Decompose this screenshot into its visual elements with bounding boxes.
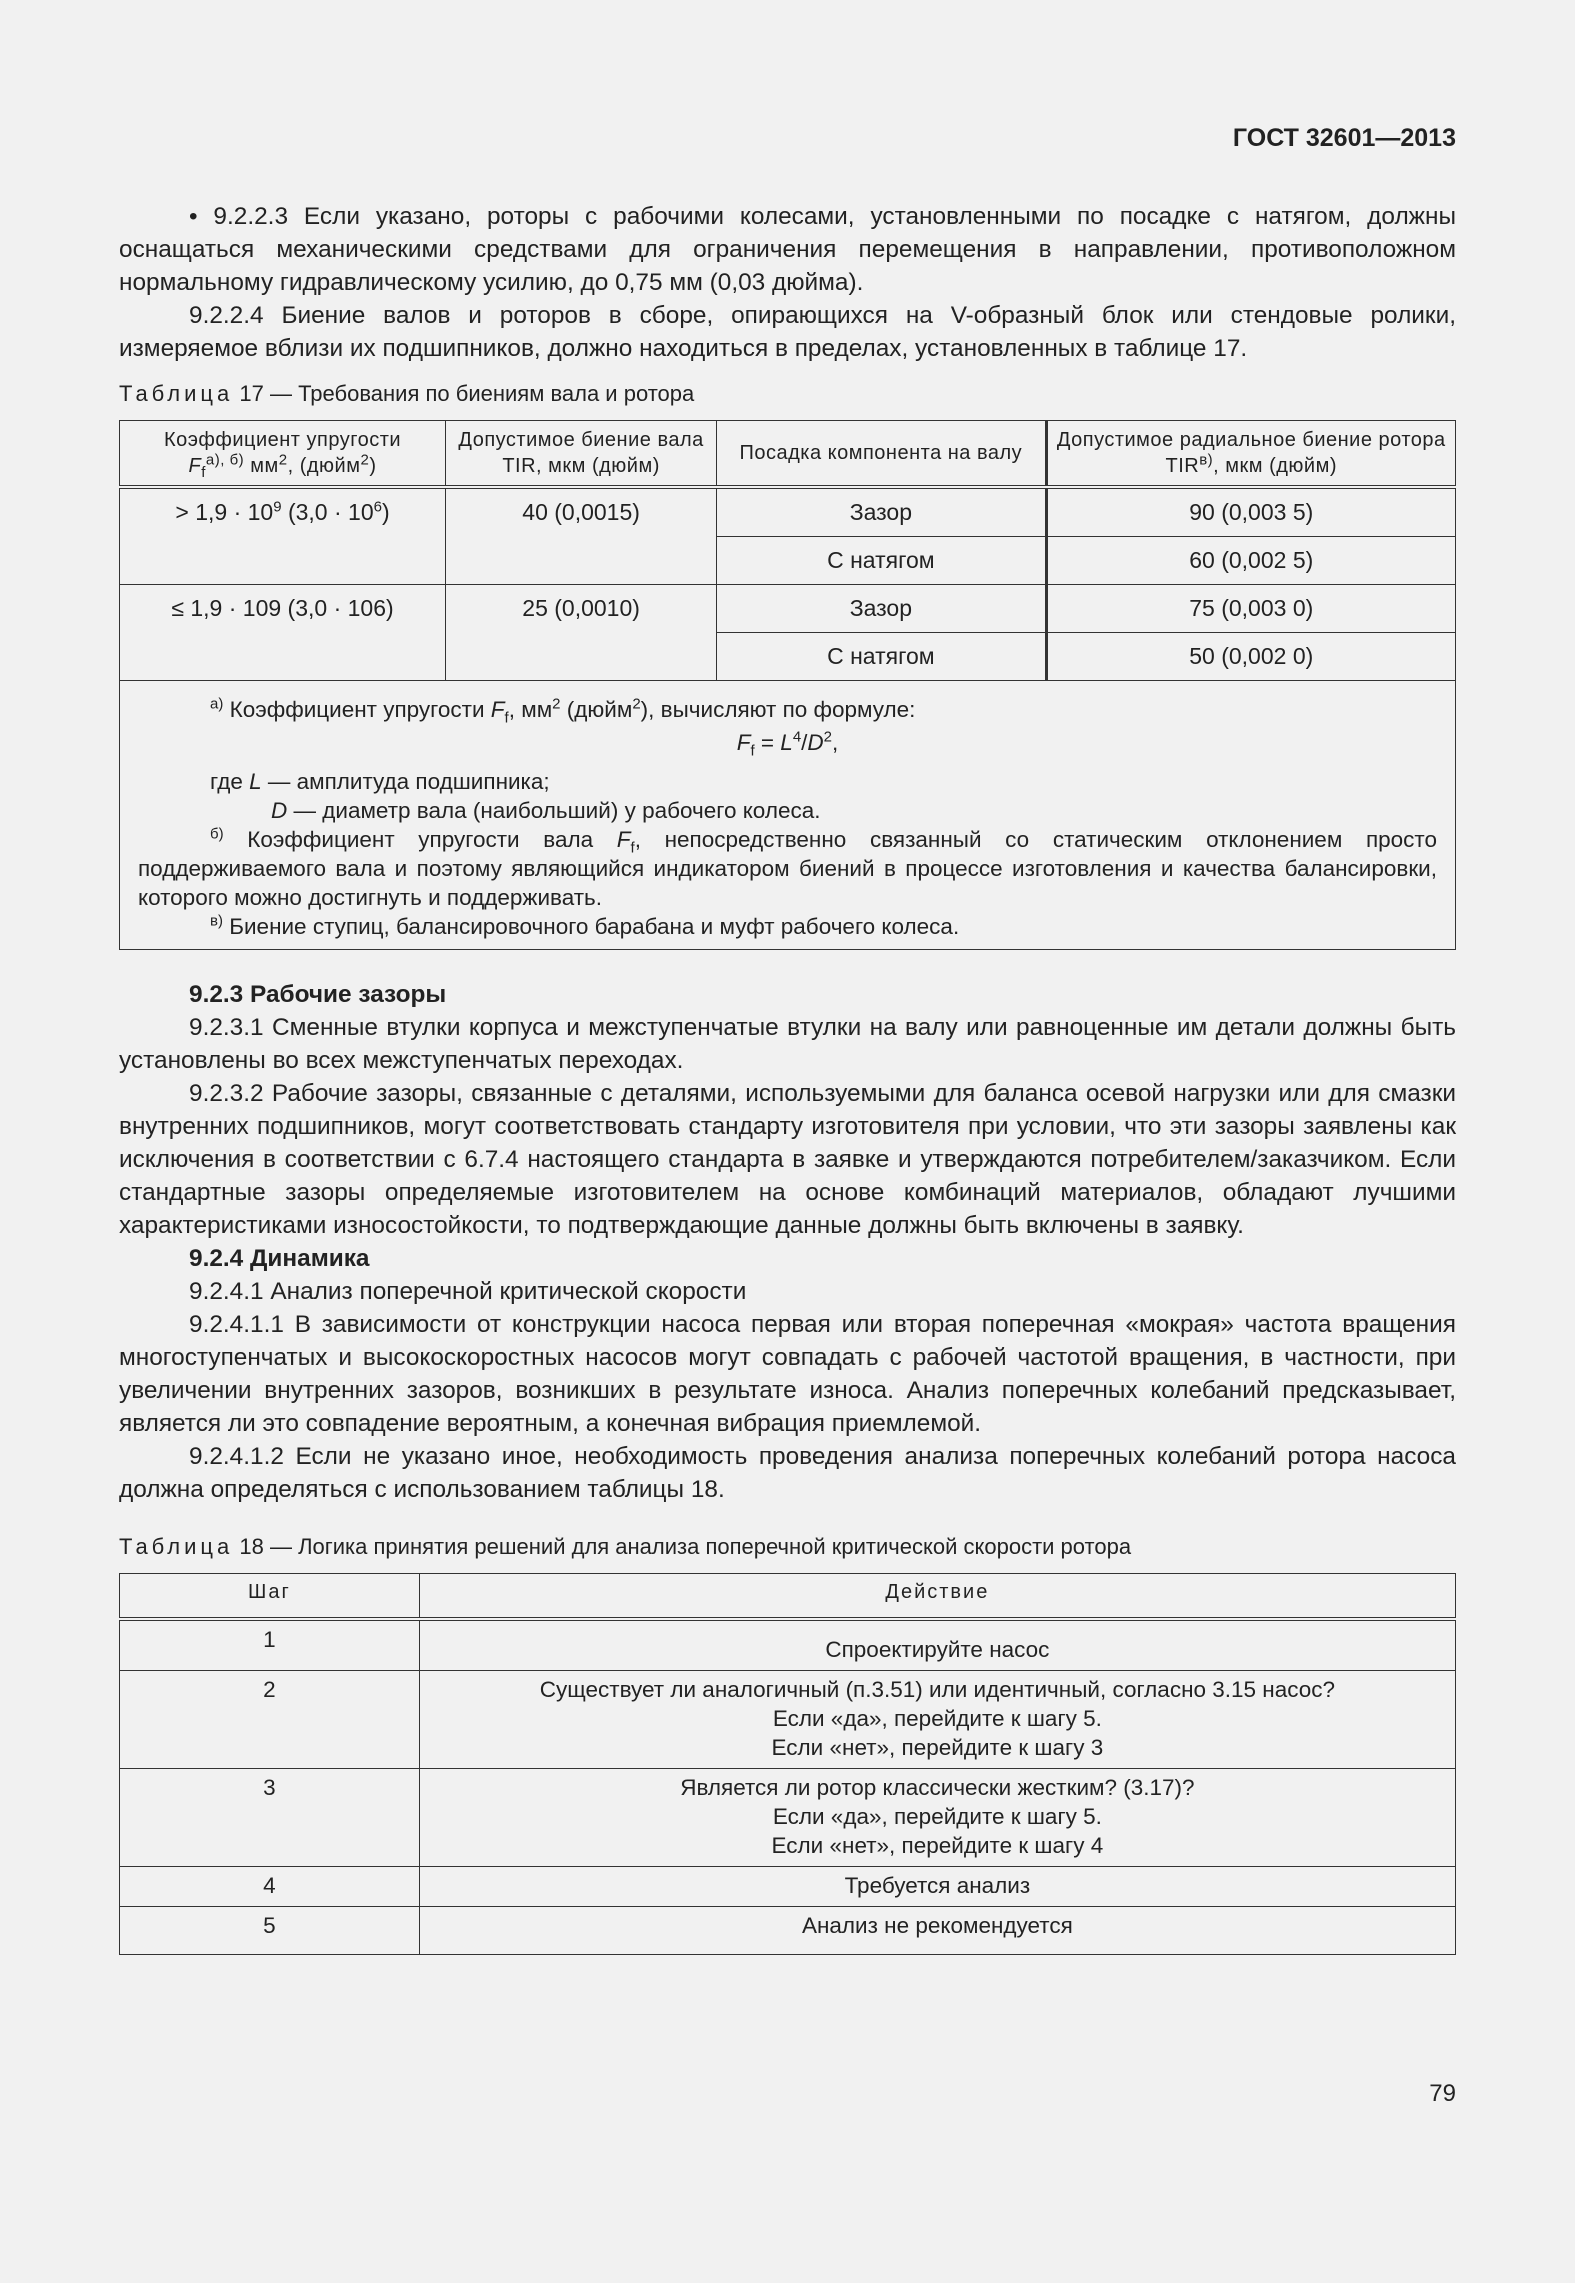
table17-fit-1a: Зазор: [717, 487, 1046, 537]
where-L: где L — амплитуда подшипника;: [210, 769, 550, 794]
table17-header-row: [120, 421, 1456, 488]
table17-rotor-2a: 75 (0,003 0): [1046, 585, 1456, 633]
table18-header-row: [120, 1574, 1456, 1620]
formula: $F_f = L^4/D^2$,: [736, 728, 839, 760]
table-row: [120, 1671, 1456, 1769]
table-row: [120, 1867, 1456, 1907]
step-number: 4: [120, 1867, 420, 1907]
step-action: Анализ не рекомендуется: [419, 1907, 1455, 1955]
step-number: 5: [120, 1907, 420, 1955]
paragraph-92412: 9.2.4.1.2 Если не указано иное, необходимость проведения анализа поперечных колебаний ротора насоса должна определяться с использованием таблицы 18.: [119, 1443, 1456, 1503]
table-18: [119, 1573, 1456, 1955]
paragraph-9241: 9.2.4.1 Анализ поперечной критической скорости: [189, 1278, 747, 1305]
table17-rotor-1a: 90 (0,003 5): [1046, 487, 1456, 537]
table17-header-rotor: Допустимое радиальное биение ротора $TIR^{в)}$, мкм (дюйм): [1046, 421, 1456, 488]
paragraph-9231: 9.2.3.1 Сменные втулки корпуса и межступенчатые втулки на валу или равноценные им детали должны быть установлены во всех межступенчатых переходах.: [119, 1014, 1456, 1074]
table17-fit-1b: С натягом: [717, 537, 1046, 585]
table17-header-coef: Коэффициент упругости $F_f^{а), б)}$ $мм^2$, (дюйм$^2$): [120, 421, 446, 488]
paragraph-92411: 9.2.4.1.1 В зависимости от конструкции насоса первая или вторая поперечная «мокрая» частота вращения многоступенчатых и высокоскоростных насосов могут совпадать с рабочей частотой вращения, в частности, при увеличении внутренних зазоров, возникших в результате износа. Анализ поперечных колебаний предсказывает, является ли это совпадение вероятным, а конечная вибрация приемлемой.: [119, 1311, 1456, 1437]
section-924-title: 9.2.4 Динамика: [189, 1245, 370, 1272]
table-row: [120, 1619, 1456, 1671]
step-action: Существует ли аналогичный (п.3.51) или идентичный, согласно 3.15 насос? Если «да», перейдите к шагу 5. Если «нет», перейдите к шагу 3: [419, 1671, 1455, 1769]
table17-caption: Таблица 17 — Требования по биениям вала и ротора: [119, 381, 695, 406]
table18-header-step: Шаг: [120, 1574, 420, 1620]
where-D: D — диаметр вала (наибольший) у рабочего колеса.: [271, 798, 821, 823]
note-a: $^{а)}$ Коэффициент упругости $F_f$, $мм^2$ (дюйм$^2$), вычисляют по формуле:: [210, 695, 916, 727]
table17-shaft-1: 40 (0,0015): [446, 487, 717, 585]
table17-row: [120, 585, 1456, 633]
table17-rotor-1b: 60 (0,002 5): [1046, 537, 1456, 585]
note-c: $^{в)}$ Биение ступиц, балансировочного барабана и муфт рабочего колеса.: [210, 912, 960, 939]
paragraph-9232: 9.2.3.2 Рабочие зазоры, связанные с деталями, используемыми для баланса осевой нагрузки или для смазки внутренних подшипников, могут соответствовать стандарту изготовителя при условии, что эти зазоры заявлены как исключения в соответствии с 6.7.4 настоящего стандарта в заявке и утверждаются потребителем/заказчиком. Если стандартные зазоры определяемые изготовителем на основе комбинаций материалов, обладают лучшими характеристиками износостойкости, то подтверждающие данные должны быть включены в заявку.: [119, 1080, 1456, 1239]
step-number: 2: [120, 1671, 420, 1769]
table18-caption: Таблица 18 — Логика принятия решений для анализа поперечной критической скорости ротора: [119, 1534, 1132, 1559]
table17-header-shaft: Допустимое биение вала TIR, мкм (дюйм): [446, 421, 717, 488]
table17-notes: [120, 681, 1456, 950]
table-17: [119, 420, 1456, 950]
section-923-title: 9.2.3 Рабочие зазоры: [189, 981, 447, 1008]
table18-header-action: Действие: [419, 1574, 1455, 1620]
table17-notes-row: [120, 681, 1456, 950]
table17-coef-2: ≤ 1,9 · 109 (3,0 · 106): [120, 585, 446, 681]
page-body: [119, 200, 1456, 1955]
table-row: [120, 1907, 1456, 1955]
step-number: 1: [120, 1619, 420, 1671]
table17-fit-2b: С натягом: [717, 633, 1046, 681]
table17-header-fit: Посадка компонента на валу: [717, 421, 1046, 488]
paragraph-9223: • 9.2.2.3 Если указано, роторы с рабочими колесами, установленными по посадке с натягом, должны оснащаться механическими средствами для ограничения перемещения в направлении, противоположном нормальному гидравлическому усилию, до 0,75 мм (0,03 дюйма).: [119, 203, 1456, 296]
step-number: 3: [120, 1769, 420, 1867]
step-action: Требуется анализ: [419, 1867, 1455, 1907]
table17-coef-1: > $1,9 \cdot 10^9$ $(3,0 \cdot 10^6)$: [120, 487, 446, 585]
table17-shaft-2: 25 (0,0010): [446, 585, 717, 681]
table17-fit-2a: Зазор: [717, 585, 1046, 633]
table17-row: [120, 487, 1456, 537]
table17-rotor-2b: 50 (0,002 0): [1046, 633, 1456, 681]
step-action: Спроектируйте насос: [419, 1619, 1455, 1671]
paragraph-9224: 9.2.2.4 Биение валов и роторов в сборе, опирающихся на V-образный блок или стендовые ролики, измеряемое вблизи их подшипников, должно находиться в пределах, установленных в таблице 17.: [119, 302, 1456, 362]
note-b: $^{б)}$ Коэффициент упругости вала $F_f$, непосредственно связанный со статическим отклонением просто поддерживаемого вала и поэтому являющийся индикатором биений в процессе изготовления и качества балансировки, которого можно достигнуть и поддерживать.: [138, 825, 1437, 910]
document-id: ГОСТ 32601—2013: [1232, 124, 1456, 152]
table-row: [120, 1769, 1456, 1867]
step-action: Является ли ротор классически жестким? (3.17)? Если «да», перейдите к шагу 5. Если «нет», перейдите к шагу 4: [419, 1769, 1455, 1867]
page-number: 79: [1429, 2080, 1456, 2107]
